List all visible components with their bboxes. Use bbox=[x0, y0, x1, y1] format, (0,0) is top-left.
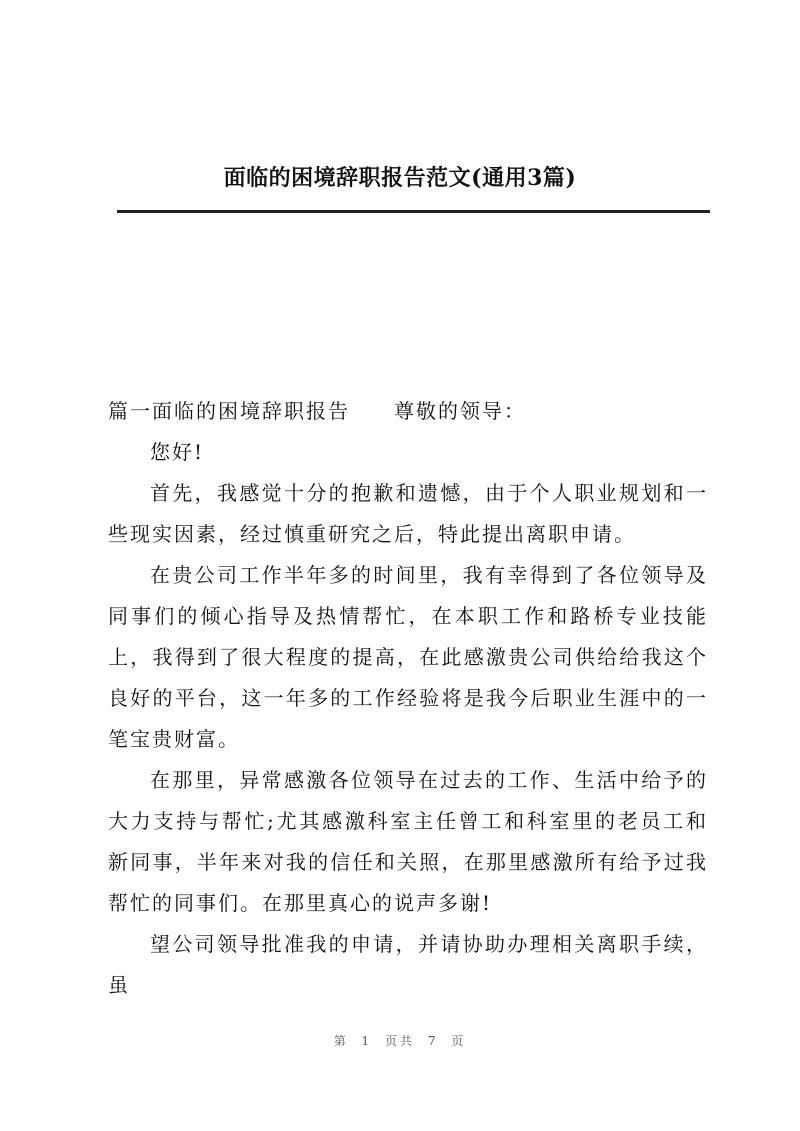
paragraph-request: 望公司领导批准我的申请，并请协助办理相关离职手续，虽 bbox=[108, 932, 708, 997]
paragraph-greeting: 您好! bbox=[150, 440, 205, 464]
document-title: 面临的困境辞职报告范文(通用3篇) bbox=[223, 165, 577, 191]
title-divider bbox=[117, 210, 710, 213]
page-number: 第 1 页共 7 页 bbox=[333, 1034, 467, 1048]
paragraph-thanks: 在那里，异常感激各位领导在过去的工作、生活中给予的大力支持与帮忙;尤其感激科室主任曾工和科室里的老员工和新同事，半年来对我的信任和关照，在那里感激所有给予过我帮忙的同事们。在那里真心的说声多谢! bbox=[108, 768, 708, 915]
paragraph-gratitude: 在贵公司工作半年多的时间里，我有幸得到了各位领导及同事们的倾心指导及热情帮忙，在本职工作和路桥专业技能上，我得到了很大程度的提高，在此感激贵公司供给给我这个良好的平台，这一年多的工作经验将是我今后职业生涯中的一笔宝贵财富。 bbox=[108, 563, 708, 751]
section-heading: 篇一面临的困境辞职报告 bbox=[108, 399, 350, 423]
paragraph-reason: 首先，我感觉十分的抱歉和遗憾，由于个人职业规划和一些现实因素，经过慎重研究之后，特此提出离职申请。 bbox=[108, 481, 708, 546]
document-body bbox=[108, 391, 708, 1006]
salutation: 尊敬的领导： bbox=[394, 399, 526, 423]
opening-line bbox=[108, 391, 708, 432]
